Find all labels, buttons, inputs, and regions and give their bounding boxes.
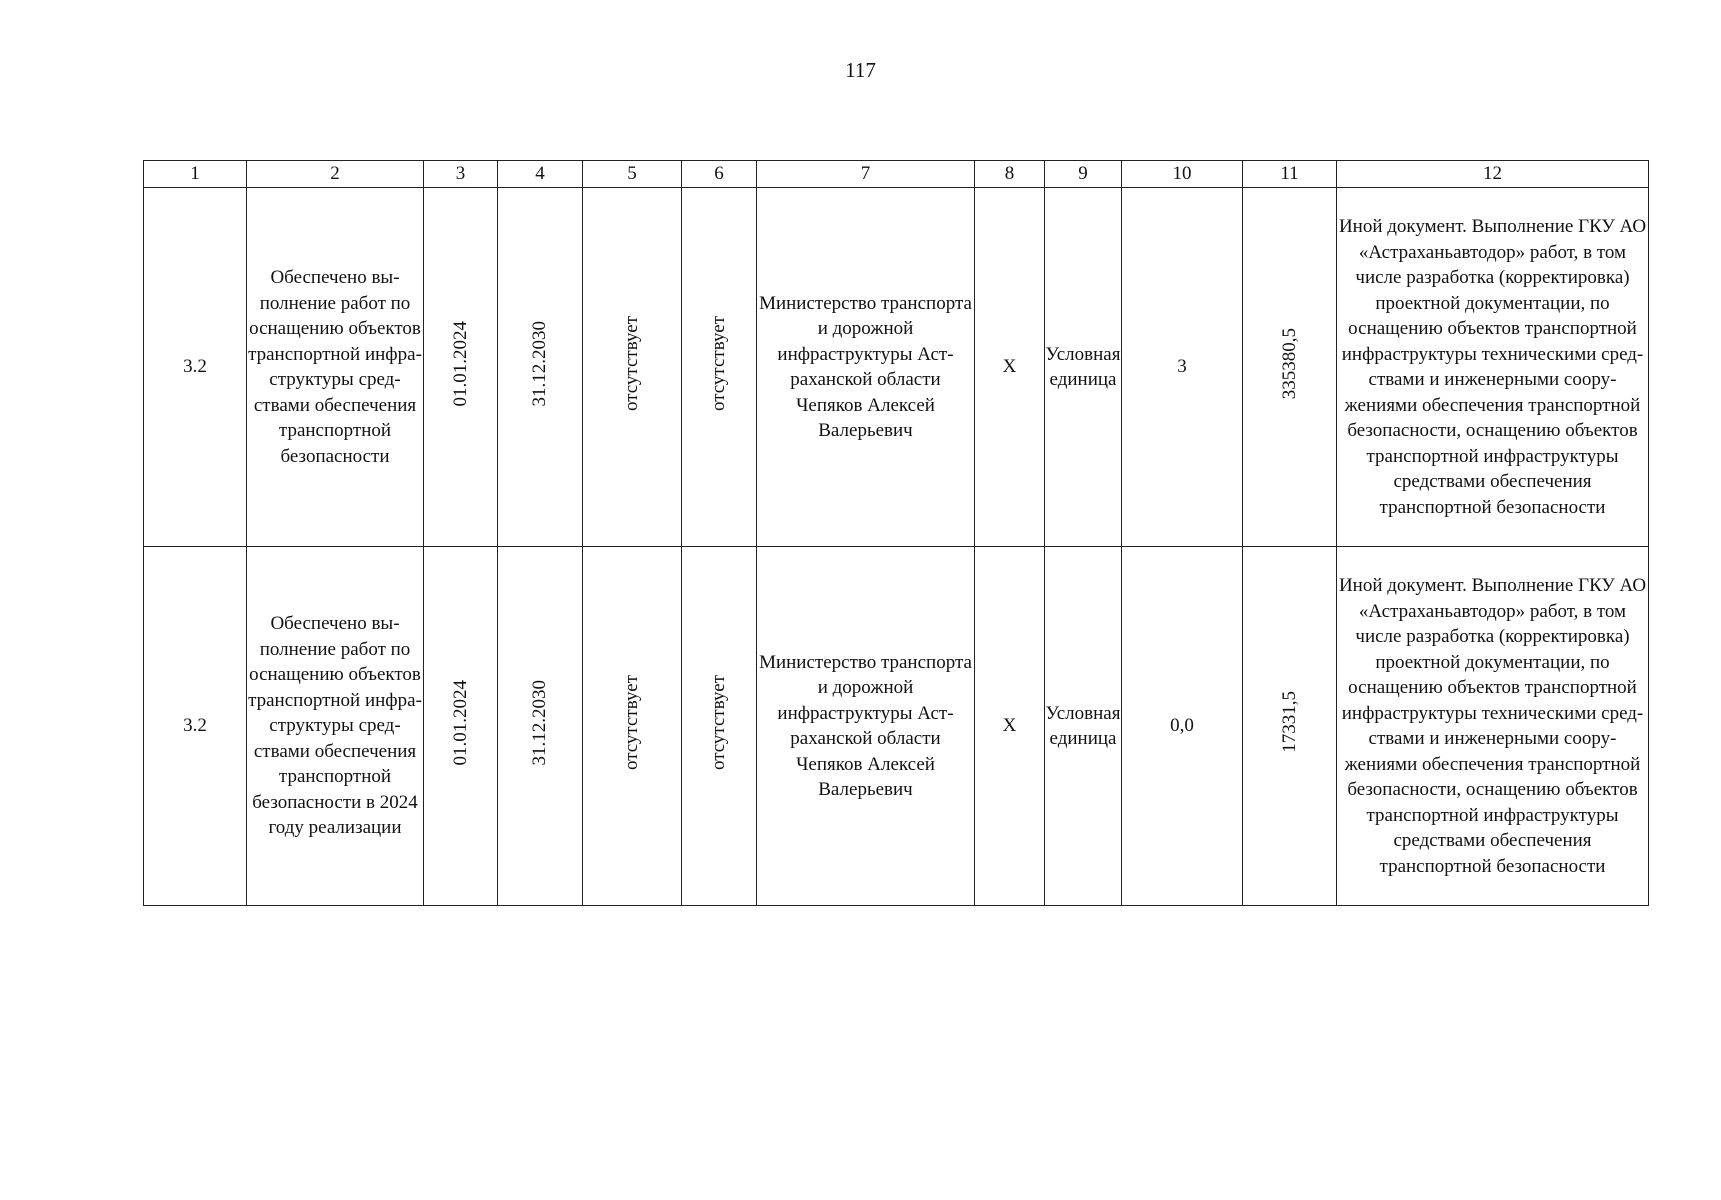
- column-number-2: 2: [247, 161, 424, 188]
- quantity-cell: 3: [1122, 188, 1243, 547]
- row-number-cell: 3.2: [144, 188, 247, 547]
- start-date-cell: [424, 188, 498, 547]
- row-number-cell: 3.2: [144, 547, 247, 906]
- amount-cell: [1243, 547, 1337, 906]
- column-5-cell: [583, 188, 682, 547]
- table-row: [144, 188, 1649, 547]
- end-date: 31.12.2030: [529, 320, 551, 406]
- column-6-cell: [682, 547, 757, 906]
- start-date-cell: [424, 547, 498, 906]
- column-number-7: 7: [757, 161, 975, 188]
- page-number: 117: [845, 58, 876, 82]
- unit-cell: Условная единица: [1045, 188, 1122, 547]
- start-date: 01.01.2024: [449, 320, 471, 406]
- document-table: [143, 160, 1649, 906]
- amount-value: 17331,5: [1278, 691, 1300, 754]
- table-row: [144, 547, 1649, 906]
- column-8-cell: X: [975, 188, 1045, 547]
- column-number-4: 4: [498, 161, 583, 188]
- column-number-5: 5: [583, 161, 682, 188]
- responsible-cell: Министерство транспорта и дорожной инфраструктуры Астраханской области Чепяков Алексей Валерьевич: [757, 547, 975, 906]
- result-description-cell: Обеспечено выполнение работ по оснащению объектов транспортной инфраструктуры средствами обеспечения транспортной безопасности: [247, 188, 424, 547]
- column-number-6: 6: [682, 161, 757, 188]
- column-number-12: 12: [1337, 161, 1649, 188]
- column-number-11: 11: [1243, 161, 1337, 188]
- table-header-row: [144, 161, 1649, 188]
- end-date-cell: [498, 188, 583, 547]
- column-number-1: 1: [144, 161, 247, 188]
- column-8-cell: X: [975, 547, 1045, 906]
- result-description-cell: Обеспечено выполнение работ по оснащению объектов транспортной инфраструктуры средствами обеспечения транспортной безопасности в 2024 году реализации: [247, 547, 424, 906]
- amount-value: 335380,5: [1278, 327, 1300, 399]
- column-number-8: 8: [975, 161, 1045, 188]
- column-6-value: отсутствует: [708, 315, 730, 411]
- responsible-cell: Министерство транспорта и дорожной инфраструктуры Астраханской области Чепяков Алексей Валерьевич: [757, 188, 975, 547]
- column-6-cell: [682, 188, 757, 547]
- unit-cell: Условная единица: [1045, 547, 1122, 906]
- column-5-value: отсутствует: [621, 315, 643, 411]
- column-5-value: отсутствует: [621, 674, 643, 770]
- quantity-cell: 0,0: [1122, 547, 1243, 906]
- end-date-cell: [498, 547, 583, 906]
- document-cell: Иной документ. Выполнение ГКУ АО «Астраханьавтодор» работ, в том числе разработка (корректировка) проектной документации, по оснащению объектов транспортной инфраструктуры техническими средствами и инженерными сооружениями обеспечения транспортной безопасности, оснащению объектов транспортной инфраструктуры средствами обеспечения транспортной безопасности: [1337, 547, 1649, 906]
- column-number-10: 10: [1122, 161, 1243, 188]
- column-number-9: 9: [1045, 161, 1122, 188]
- column-number-3: 3: [424, 161, 498, 188]
- start-date: 01.01.2024: [449, 679, 471, 765]
- amount-cell: [1243, 188, 1337, 547]
- column-6-value: отсутствует: [708, 674, 730, 770]
- end-date: 31.12.2030: [529, 679, 551, 765]
- column-5-cell: [583, 547, 682, 906]
- document-cell: Иной документ. Выполнение ГКУ АО «Астраханьавтодор» работ, в том числе разработка (корректировка) проектной документации, по оснащению объектов транспортной инфраструктуры техническими средствами и инженерными сооружениями обеспечения транспортной безопасности, оснащению объектов транспортной инфраструктуры средствами обеспечения транспортной безопасности: [1337, 188, 1649, 547]
